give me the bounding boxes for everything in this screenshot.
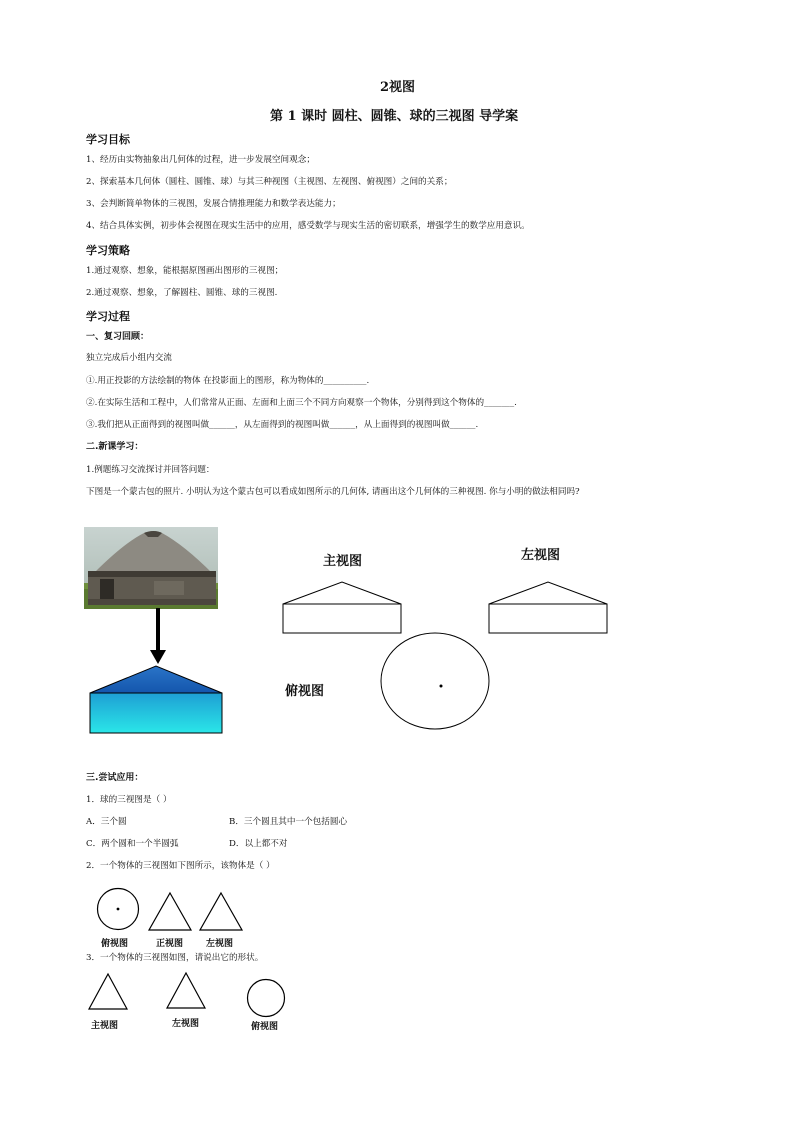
document-subtitle: 第 1 课时 圆柱、圆锥、球的三视图 导学案 — [270, 109, 519, 124]
q3-left-view-triangle — [166, 972, 206, 1010]
practice-q2-stem: 2．一个物体的三视图如下图所示，该物体是（ ） — [86, 861, 275, 871]
practice-q1-option-b: B．三个圆且其中一个包括圆心 — [229, 817, 348, 827]
front-view-label: 主视图 — [323, 554, 363, 569]
yurt-model-figure — [88, 665, 224, 735]
review-intro: 独立完成后小组内交流 — [86, 353, 172, 363]
practice-q3-stem: 3．一个物体的三视图如图，请说出它的形状。 — [86, 953, 264, 963]
document-title: 2视图 — [380, 80, 416, 95]
goal-item: 3、会判断简单物体的三视图，发展合情推理能力和数学表达能力； — [86, 199, 341, 209]
goal-item: 2、探索基本几何体（圆柱、圆锥、球）与其三种视图（主视图、左视图、俯视图）之间的关系； — [86, 177, 453, 187]
strategy-item: 2.通过观察、想象，了解圆柱、圆锥、球的三视图. — [86, 288, 278, 298]
review-question-1: ①.用正投影的方法绘制的物体 在投影面上的图形，称为物体的__________. — [86, 376, 370, 386]
q3-label-front-view: 主视图 — [91, 1021, 119, 1031]
newlesson-heading: 二.新课学习： — [86, 442, 144, 452]
practice-q1-option-c: C．两个圆和一个半圆弧 — [86, 839, 179, 849]
q2-top-view-circle — [96, 887, 140, 931]
process-heading: 学习过程 — [86, 310, 130, 323]
q2-label-left-view: 左视图 — [206, 939, 234, 949]
newlesson-question-1: 1.例题练习交流探讨并回答问题： — [86, 465, 215, 475]
newlesson-question-2: 下图是一个蒙古包的照片. 小明认为这个蒙古包可以看成如图所示的几何体, 请画出这个几何体的三种视图. 你与小明的做法相同吗? — [86, 487, 580, 497]
q2-front-view-triangle — [148, 892, 192, 932]
left-view-drawing — [488, 581, 608, 635]
goals-heading: 学习目标 — [86, 133, 130, 146]
strategy-item: 1.通过观察、想象，能根据原图画出图形的三视图； — [86, 266, 284, 276]
q3-top-view-circle — [246, 978, 286, 1018]
practice-heading: 三.尝试应用： — [86, 773, 144, 783]
top-view-label: 俯视图 — [285, 684, 325, 699]
q3-label-left-view: 左视图 — [172, 1019, 200, 1029]
practice-q1-option-a: A．三个圆 — [86, 817, 127, 827]
review-question-2: ②.在实际生活和工程中，人们常常从正面、左面和上面三个不同方向观察一个物体，分别得到这个物体的_______. — [86, 398, 517, 408]
q3-label-top-view: 俯视图 — [251, 1022, 279, 1032]
goal-item: 1、经历由实物抽象出几何体的过程，进一步发展空间观念； — [86, 155, 315, 165]
review-question-3: ③.我们把从正面得到的视图叫做______，从左面得到的视图叫做______，从上面得到的视图叫做______. — [86, 420, 479, 430]
q2-label-top-view: 俯视图 — [101, 939, 129, 949]
top-view-drawing — [380, 632, 490, 730]
goal-item: 4、结合具体实例，初步体会视图在现实生活中的应用，感受数学与现实生活的密切联系，增强学生的数学应用意识。 — [86, 221, 530, 231]
q3-front-view-triangle — [88, 973, 128, 1011]
practice-q1-stem: 1．球的三视图是（ ） — [86, 795, 172, 805]
q2-label-front-view: 正视图 — [156, 939, 184, 949]
yurt-photo — [84, 527, 218, 609]
review-heading: 一、复习回顾： — [86, 332, 150, 342]
left-view-label: 左视图 — [521, 548, 561, 563]
q2-left-view-triangle — [199, 892, 243, 932]
strategy-heading: 学习策略 — [86, 244, 130, 257]
front-view-drawing — [282, 581, 402, 635]
practice-q1-option-d: D．以上都不对 — [229, 839, 288, 849]
down-arrow-icon — [148, 608, 168, 664]
